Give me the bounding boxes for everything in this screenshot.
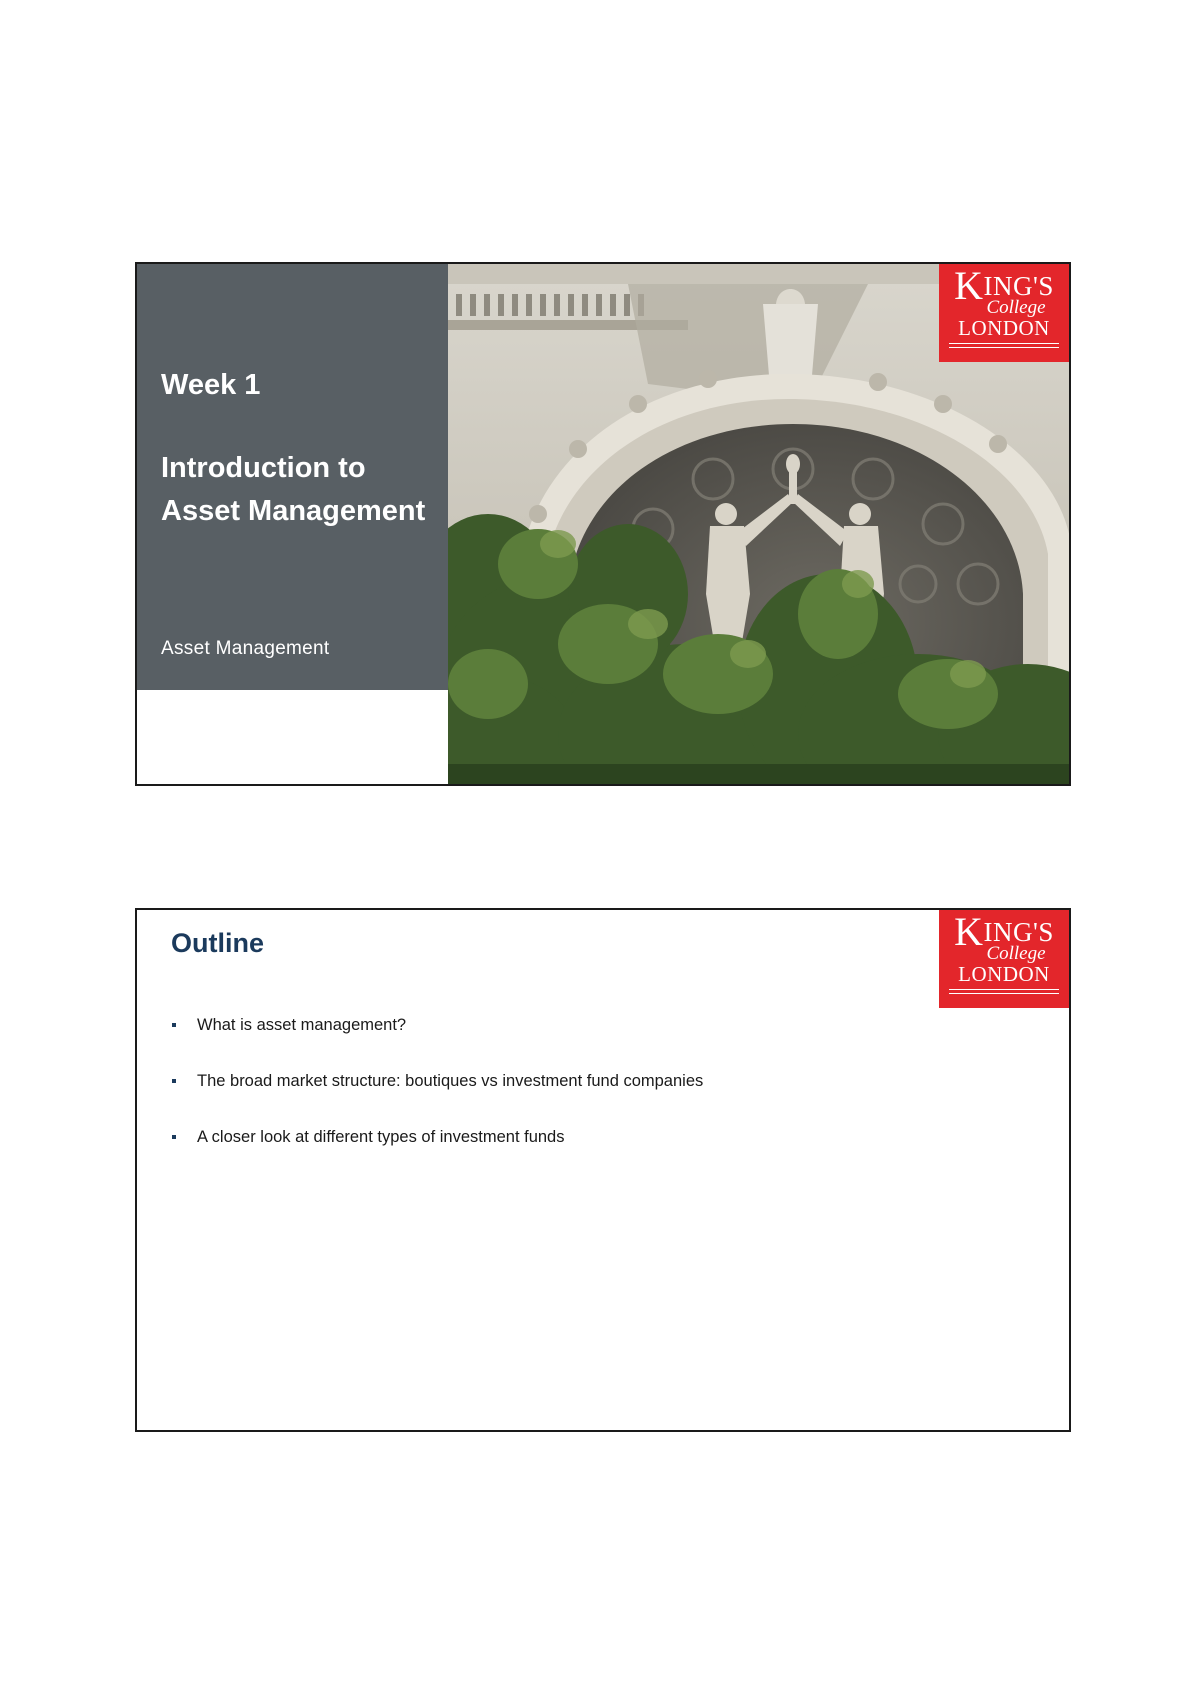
kings-college-logo — [939, 910, 1069, 1008]
slide-subtitle: Asset Management — [161, 638, 330, 659]
logo-rule — [949, 347, 1059, 348]
bullet-icon — [172, 1023, 176, 1027]
slide-title-block — [161, 364, 439, 533]
outline-title: Outline — [171, 928, 264, 958]
outline-bullet-text: The broad market structure: boutiques vs investment fund companies — [197, 1072, 704, 1090]
outline-bullet-text: A closer look at different types of investment funds — [197, 1128, 565, 1146]
outline-bullet-text: What is asset management? — [197, 1016, 407, 1034]
outline-bullet — [171, 1127, 703, 1183]
logo-college: College — [986, 297, 1046, 318]
kings-college-logo — [939, 264, 1069, 362]
logo-rule — [949, 993, 1059, 994]
outline-bullet — [171, 1015, 703, 1071]
logo-kings: KING'S — [954, 909, 1054, 954]
week-label: Week 1 — [161, 369, 261, 401]
title-slide — [135, 262, 1071, 786]
logo-rule — [949, 989, 1059, 990]
title-panel — [137, 264, 449, 690]
logo-college: College — [986, 943, 1046, 964]
outline-bullet-list — [171, 1015, 703, 1183]
bullet-icon — [172, 1079, 176, 1083]
logo-london: LONDON — [958, 962, 1050, 986]
outline-bullet — [171, 1071, 703, 1127]
bullet-icon — [172, 1135, 176, 1139]
slide-title: Introduction to Asset Management — [161, 452, 426, 527]
logo-rule — [949, 343, 1059, 344]
logo-kings: KING'S — [954, 263, 1054, 308]
logo-london: LONDON — [958, 316, 1050, 340]
outline-slide — [135, 908, 1071, 1432]
